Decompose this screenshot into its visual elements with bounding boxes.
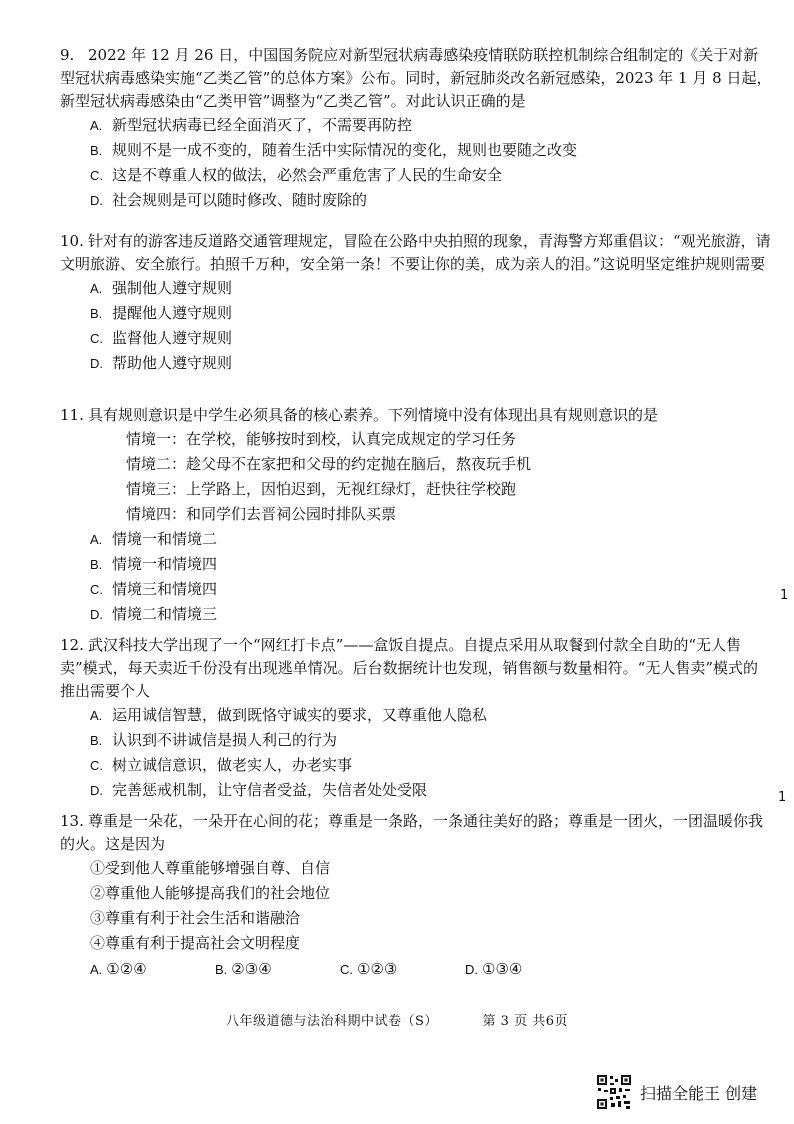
option-label: C. bbox=[340, 962, 353, 977]
question-text: 具有规则意识是中学生必须具备的核心素养。下列情境中没有体现出具有规则意识的是 bbox=[88, 406, 659, 424]
option-b bbox=[60, 138, 772, 163]
statement-3: ③尊重有利于社会生活和谐融洽 bbox=[90, 909, 301, 927]
scanner-watermark bbox=[596, 1074, 757, 1110]
option-text: 情境一和情境四 bbox=[112, 555, 218, 573]
question-number: 9. bbox=[60, 46, 75, 64]
option-label: B. bbox=[215, 962, 228, 977]
option-label: D. bbox=[90, 356, 103, 371]
option-b bbox=[60, 552, 772, 577]
option-a bbox=[60, 703, 772, 728]
option-text: 规则不是一成不变的，随着生活中实际情况的变化，规则也要随之改变 bbox=[112, 141, 578, 159]
option-text: 社会规则是可以随时修改、随时废除的 bbox=[112, 191, 368, 209]
option-d bbox=[60, 188, 772, 213]
option-text: ②③④ bbox=[231, 960, 272, 978]
question-stem bbox=[60, 404, 772, 427]
option-c bbox=[340, 956, 465, 983]
option-text: 树立诚信意识，做老实人，办老实事 bbox=[112, 756, 353, 774]
option-text: 强制他人遵守规则 bbox=[112, 279, 233, 297]
question-number: 10. bbox=[60, 232, 84, 250]
option-text: 提醒他人遵守规则 bbox=[112, 304, 233, 322]
scenario-2: 情境二：趁父母不在家把和父母的约定抛在脑后，熬夜玩手机 bbox=[126, 455, 532, 473]
statement-2: ②尊重他人能够提高我们的社会地位 bbox=[90, 884, 331, 902]
option-d bbox=[465, 956, 590, 983]
option-c bbox=[60, 326, 772, 351]
question-number: 12. bbox=[60, 636, 84, 654]
option-text: 运用诚信智慧，做到既恪守诚实的要求，又尊重他人隐私 bbox=[112, 706, 488, 724]
scenario-3: 情境三：上学路上，因怕迟到，无视红绿灯，赶快往学校跑 bbox=[126, 480, 517, 498]
option-label: B. bbox=[90, 143, 103, 158]
option-d bbox=[60, 778, 772, 803]
option-label: B. bbox=[90, 557, 103, 572]
option-label: C. bbox=[90, 582, 103, 597]
statement-1: ①受到他人尊重能够增强自尊、自信 bbox=[90, 859, 331, 877]
question-stem bbox=[60, 810, 772, 856]
question-stem bbox=[60, 44, 772, 113]
scenario-4: 情境四：和同学们去晋祠公园时排队买票 bbox=[126, 505, 397, 523]
option-a bbox=[60, 276, 772, 301]
option-label: A. bbox=[90, 281, 103, 296]
question-10 bbox=[60, 230, 772, 376]
option-a bbox=[90, 956, 215, 983]
option-c bbox=[60, 163, 772, 188]
question-text: 尊重是一朵花，一朵开在心间的花；尊重是一条路，一条通往美好的路；尊重是一团火，一团温暖你我的火。这是因为 bbox=[60, 812, 764, 853]
question-text: 武汉科技大学出现了一个“网红打卡点”——盒饭自提点。自提点采用从取餐到付款全自助的“无人售卖”模式，每天卖近千份没有出现逃单情况。后台数据统计也发现，销售额与数量相符。“无人售卖”模式的推出需要个人 bbox=[60, 636, 759, 700]
question-number: 11. bbox=[60, 406, 84, 424]
option-text: 帮助他人遵守规则 bbox=[112, 354, 233, 372]
option-label: A. bbox=[90, 708, 103, 723]
question-stem bbox=[60, 634, 772, 703]
option-text: 这是不尊重人权的做法，必然会严重危害了人民的生命安全 bbox=[112, 166, 503, 184]
option-text: 新型冠状病毒已经全面消灭了，不需要再防控 bbox=[112, 116, 413, 134]
option-label: A. bbox=[90, 118, 103, 133]
option-label: C. bbox=[90, 331, 103, 346]
option-row bbox=[60, 956, 772, 983]
option-b bbox=[215, 956, 340, 983]
option-label: A. bbox=[90, 532, 103, 547]
option-text: 情境一和情境二 bbox=[112, 530, 218, 548]
option-label: A. bbox=[90, 962, 103, 977]
question-11 bbox=[60, 404, 772, 627]
question-9 bbox=[60, 44, 772, 213]
margin-mark: 1 bbox=[780, 588, 789, 603]
margin-mark: 1 bbox=[778, 790, 787, 805]
qr-code-icon bbox=[596, 1074, 632, 1110]
option-text: 完善惩戒机制，让守信者受益，失信者处处受限 bbox=[112, 781, 428, 799]
option-label: B. bbox=[90, 733, 103, 748]
question-text: 针对有的游客违反道路交通管理规定，冒险在公路中央拍照的现象，青海警方郑重倡议：“观光旅游，请文明旅游、安全旅行。拍照千万种，安全第一条！不要让你的美，成为亲人的泪。”这说明坚定维护规则需要 bbox=[60, 232, 771, 273]
page-number: 第 3 页 共6页 bbox=[482, 1014, 568, 1029]
exam-title: 八年级道德与法治科期中试卷（S） bbox=[226, 1014, 438, 1029]
question-number: 13. bbox=[60, 812, 84, 830]
statement-4: ④尊重有利于提高社会文明程度 bbox=[90, 934, 301, 952]
option-label: D. bbox=[90, 607, 103, 622]
option-b bbox=[60, 301, 772, 326]
scanner-app-label: 扫描全能王 创建 bbox=[640, 1083, 758, 1103]
option-d bbox=[60, 602, 772, 627]
option-label: D. bbox=[465, 962, 478, 977]
option-label: D. bbox=[90, 193, 103, 208]
option-a bbox=[60, 113, 772, 138]
option-text: 情境二和情境三 bbox=[112, 605, 218, 623]
option-c bbox=[60, 753, 772, 778]
option-label: C. bbox=[90, 168, 103, 183]
page-footer bbox=[0, 1010, 794, 1029]
option-text: ①②③ bbox=[357, 960, 398, 978]
question-text: 2022 年 12 月 26 日，中国国务院应对新型冠状病毒感染疫情联防联控机制综合组制定的《关于对新型冠状病毒感染实施“乙类乙管”的总体方案》公布。同时，新冠肺炎改名新冠感染，2023 年 1 月 8 日起，新型冠状病毒感染由“乙类甲管”调整为“乙类乙管”。对此认识正确的是 bbox=[60, 46, 772, 110]
option-label: B. bbox=[90, 306, 103, 321]
scenario-1: 情境一：在学校，能够按时到校，认真完成规定的学习任务 bbox=[126, 430, 517, 448]
option-d bbox=[60, 351, 772, 376]
option-text: ①②④ bbox=[106, 960, 147, 978]
option-text: 监督他人遵守规则 bbox=[112, 329, 233, 347]
option-text: ①③④ bbox=[482, 960, 523, 978]
question-stem bbox=[60, 230, 772, 276]
option-text: 情境三和情境四 bbox=[112, 580, 218, 598]
option-label: C. bbox=[90, 758, 103, 773]
question-13 bbox=[60, 810, 772, 983]
question-12 bbox=[60, 634, 772, 803]
option-label: D. bbox=[90, 783, 103, 798]
option-text: 认识到不讲诚信是损人利己的行为 bbox=[112, 731, 338, 749]
option-b bbox=[60, 728, 772, 753]
option-a bbox=[60, 527, 772, 552]
option-c bbox=[60, 577, 772, 602]
